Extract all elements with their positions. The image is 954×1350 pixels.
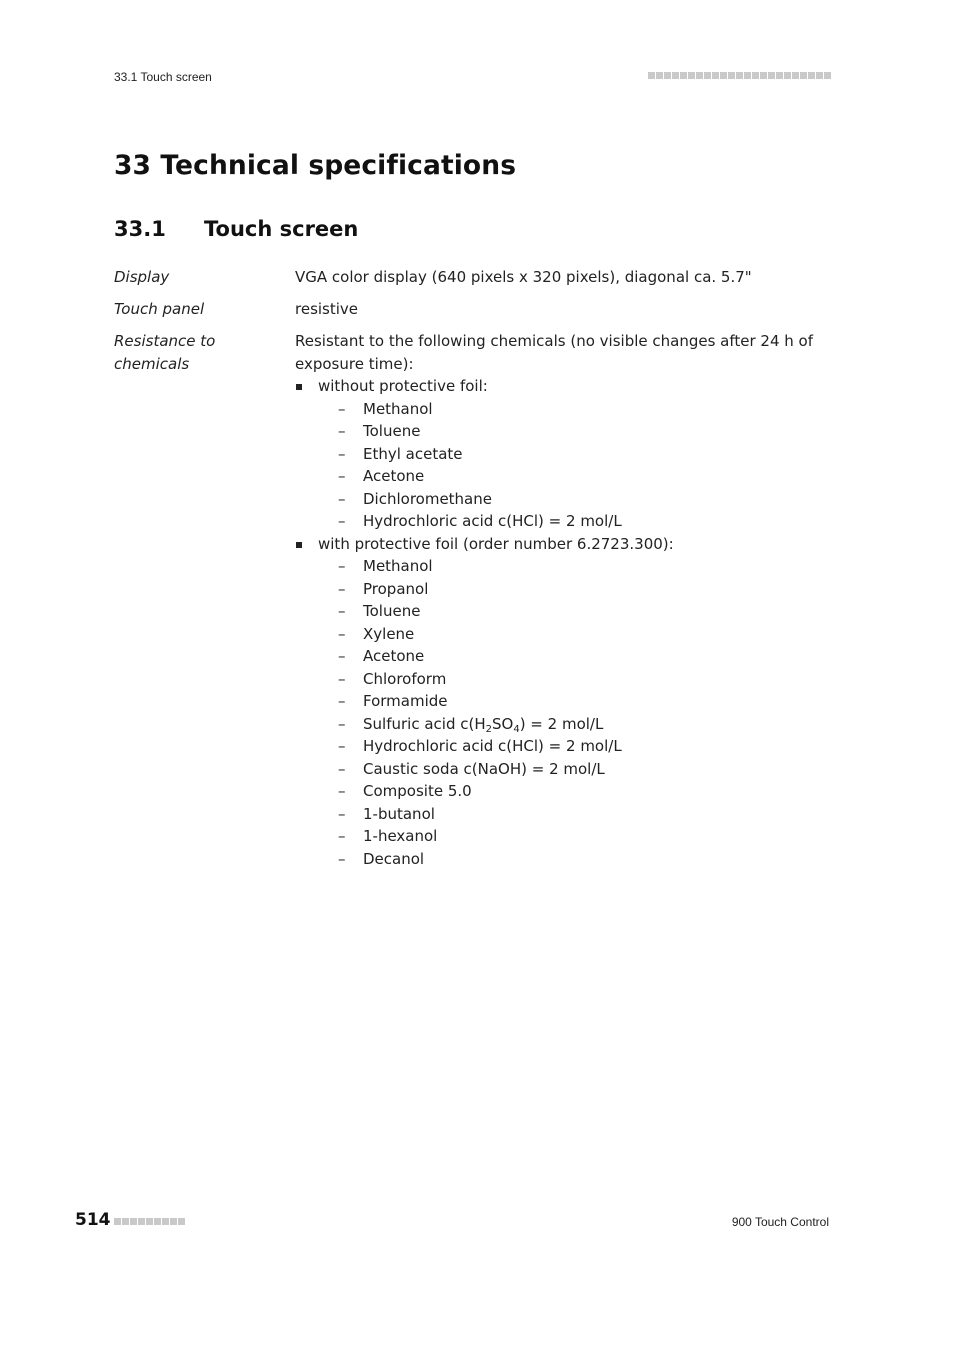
running-header-title: 33.1 Touch screen bbox=[114, 70, 212, 84]
foil-list bbox=[295, 375, 815, 870]
section-title-text: Touch screen bbox=[204, 217, 359, 241]
spec-label-touch-panel: Touch panel bbox=[114, 300, 205, 318]
chemical-item: – Methanol bbox=[363, 555, 815, 578]
chemical-item: – Hydrochloric acid c(HCl) = 2 mol/L bbox=[363, 510, 815, 533]
with-foil-chemicals bbox=[318, 555, 815, 870]
chemical-item: – Hydrochloric acid c(HCl) = 2 mol/L bbox=[363, 735, 815, 758]
sulfuric-prefix: Sulfuric acid c(H bbox=[363, 714, 486, 733]
section-number: 33.1 bbox=[114, 217, 166, 241]
chemical-item: – Toluene bbox=[363, 420, 815, 443]
section-title bbox=[114, 217, 358, 241]
without-foil-heading: without protective foil: bbox=[318, 377, 488, 395]
chapter-title: 33 Technical specifications bbox=[114, 150, 517, 181]
chemical-item: – 1-hexanol bbox=[363, 825, 815, 848]
spec-value-resistance bbox=[295, 330, 815, 870]
page-number: 514 bbox=[75, 1210, 111, 1230]
sulfuric-sub-h: 2 bbox=[485, 723, 492, 735]
spec-label-resistance-line1: Resistance to bbox=[114, 332, 216, 350]
chemical-item: – Decanol bbox=[363, 848, 815, 871]
header-decoration bbox=[648, 72, 831, 80]
chemical-item: – Ethyl acetate bbox=[363, 443, 815, 466]
without-foil-chemicals bbox=[318, 398, 815, 533]
without-foil-item bbox=[295, 375, 815, 533]
spec-label-resistance bbox=[114, 330, 284, 375]
with-foil-heading: with protective foil (order number 6.2723.300): bbox=[318, 534, 674, 553]
chemical-item: – Caustic soda c(NaOH) = 2 mol/L bbox=[363, 758, 815, 781]
chemical-item: – Acetone bbox=[363, 465, 815, 488]
spec-value-display: VGA color display (640 pixels x 320 pixels), diagonal ca. 5.7" bbox=[295, 268, 752, 286]
sulfuric-sub-o: 4 bbox=[513, 723, 520, 735]
sulfuric-mid: SO bbox=[491, 714, 514, 733]
chemical-item: – Methanol bbox=[363, 398, 815, 421]
chemical-item: – Acetone bbox=[363, 645, 815, 668]
with-foil-item bbox=[295, 533, 815, 871]
sulfuric-suffix: ) = 2 mol/L bbox=[519, 714, 604, 733]
resistance-intro: Resistant to the following chemicals (no visible changes after 24 h of exposure time): bbox=[295, 332, 814, 373]
spec-label-resistance-line2: chemicals bbox=[114, 354, 190, 373]
chemical-item: – Dichloromethane bbox=[363, 488, 815, 511]
spec-value-touch-panel: resistive bbox=[295, 300, 359, 318]
chemical-item: – Propanol bbox=[363, 578, 815, 601]
chemical-item: – Xylene bbox=[363, 623, 815, 646]
chemical-item: – Formamide bbox=[363, 690, 815, 713]
footer-decoration bbox=[114, 1218, 185, 1225]
chemical-item-sulfuric-acid bbox=[363, 713, 815, 736]
spec-label-display: Display bbox=[114, 268, 170, 286]
chemical-item: – Chloroform bbox=[363, 668, 815, 691]
chemical-item: – 1-butanol bbox=[363, 803, 815, 826]
footer-product-name: 900 Touch Control bbox=[731, 1215, 829, 1229]
chemical-item: – Composite 5.0 bbox=[363, 780, 815, 803]
chemical-item: – Toluene bbox=[363, 600, 815, 623]
